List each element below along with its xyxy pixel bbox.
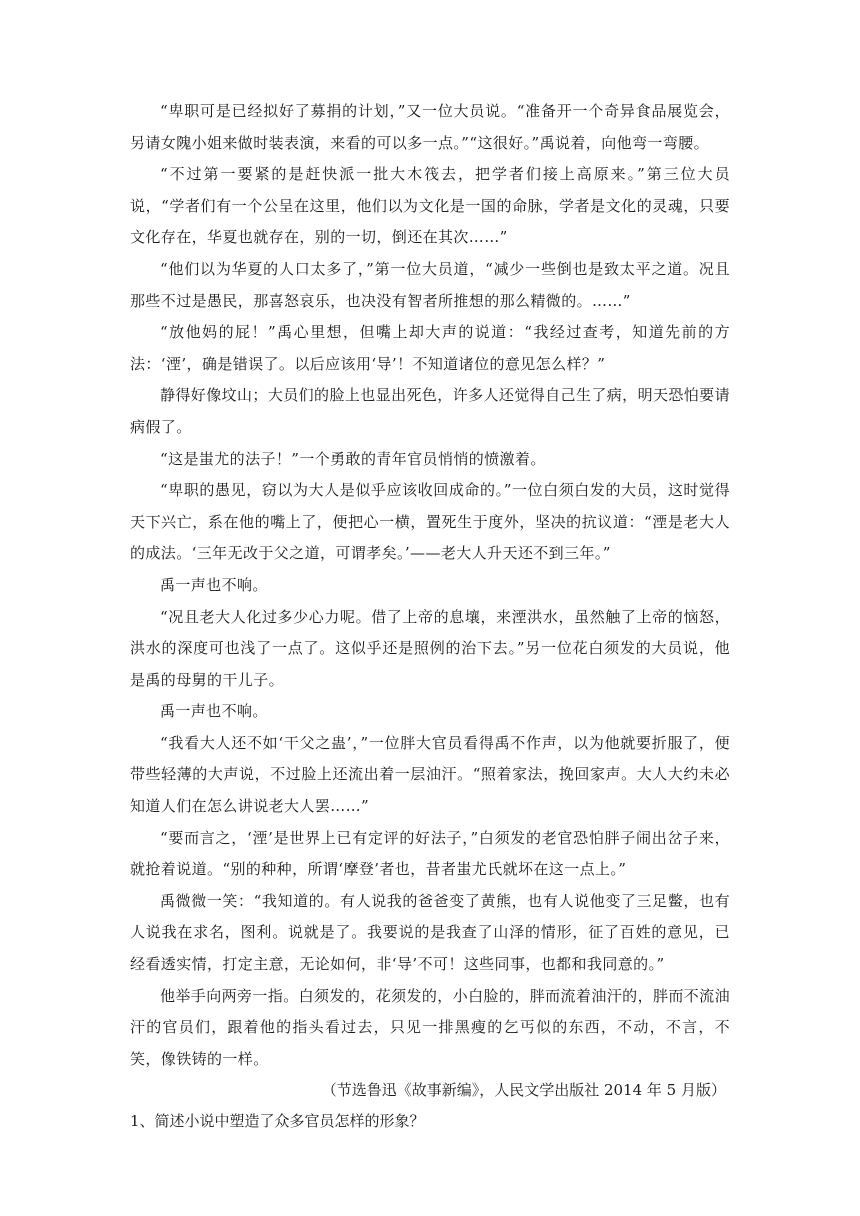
paragraph-7: “卑职的愚见，窃以为大人是似乎应该收回成命的。”一位白须白发的大员，这时觉得天下兴亡，系在他的嘴上了，便把心一横，置死生于度外，坚决的抗议道：“湮是老大人的成法。‘三年无改于父之道，可谓孝矣。’——老大人升天还不到三年。” (130, 481, 730, 563)
paragraph-11: “我看大人还不如‘干父之蛊’，”一位胖大官员看得禹不作声，以为他就要折服了，便带些轻薄的大声说，不过脸上还流出着一层油汗。“照着家法，挽回家声。大人大约未必知道人们在怎么讲说老大人罢……” (130, 733, 730, 816)
paragraph-5: 静得好像坟山；大员们的脸上也显出死色，许多人还觉得自己生了病，明天恐怕要请病假了。 (130, 386, 730, 436)
paragraph-13: 禹微微一笑：“我知道的。有人说我的爸爸变了黄熊，也有人说他变了三足鳖，也有人说我在求名，图利。说就是了。我要说的是我查了山泽的情形，征了百姓的意见，已经看透实情，打定主意，无论如何，非‘导’不可！这些同事，也都和我同意的。” (130, 891, 730, 974)
question-1: 1、简述小说中塑造了众多官员怎样的形象？ (130, 1112, 425, 1131)
source-citation: （节选鲁迅《故事新编》，人民文学出版社 2014 年 5 月版） (321, 1081, 726, 1100)
paragraph-10: 禹一声也不响。 (160, 702, 268, 721)
paragraph-12: “要而言之，‘湮’是世界上已有定评的好法子，”白须发的老官恐怕胖子闹出岔子来，就抢着说道。“别的种种，所谓‘摩登’者也，昔者蚩尤氏就坏在这一点上。” (130, 828, 730, 879)
paragraph-4: “放他妈的屁！”禹心里想，但嘴上却大声的说道：“我经过查考，知道先前的方法：‘湮’，确是错误了。以后应该用‘导’！不知道诸位的意见怎么样？” (130, 323, 730, 373)
paragraph-8: 禹一声也不响。 (160, 575, 268, 594)
paragraph-3: “他们以为华夏的人口太多了，”第一位大员道，“减少一些倒也是致太平之道。况且那些不过是愚民，那喜怒哀乐，也决没有智者所推想的那么精微的。……” (130, 259, 730, 310)
document-page (130, 96, 730, 1137)
paragraph-6: “这是蚩尤的法子！”一个勇敢的青年官员悄悄的愤激着。 (160, 449, 546, 468)
paragraph-1: “卑职可是已经拟好了募捐的计划，”又一位大员说。“准备开一个奇异食品展览会，另请女隗小姐来做时装表演，来看的可以多一点。”“这很好。”禹说着，向他弯一弯腰。 (130, 102, 730, 152)
paragraph-2: “不过第一要紧的是赶快派一批大木筏去，把学者们接上高原来。”第三位大员说，“学者们有一个公呈在这里，他们以为文化是一国的命脉，学者是文化的灵魂，只要文化存在，华夏也就存在，别的一切，倒还在其次……” (130, 165, 730, 247)
paragraph-14: 他举手向两旁一指。白须发的，花须发的，小白脸的，胖而流着油汗的，胖而不流油汗的官员们，跟着他的指头看过去，只见一排黑瘦的乞丐似的东西，不动，不言，不笑，像铁铸的一样。 (130, 986, 730, 1068)
paragraph-9: “况且老大人化过多少心力呢。借了上帝的息壤，来湮洪水，虽然触了上帝的恼怒，洪水的深度可也浅了一点了。这似乎还是照例的治下去。”另一位花白须发的大员说，他是禹的母舅的干儿子。 (130, 607, 730, 689)
